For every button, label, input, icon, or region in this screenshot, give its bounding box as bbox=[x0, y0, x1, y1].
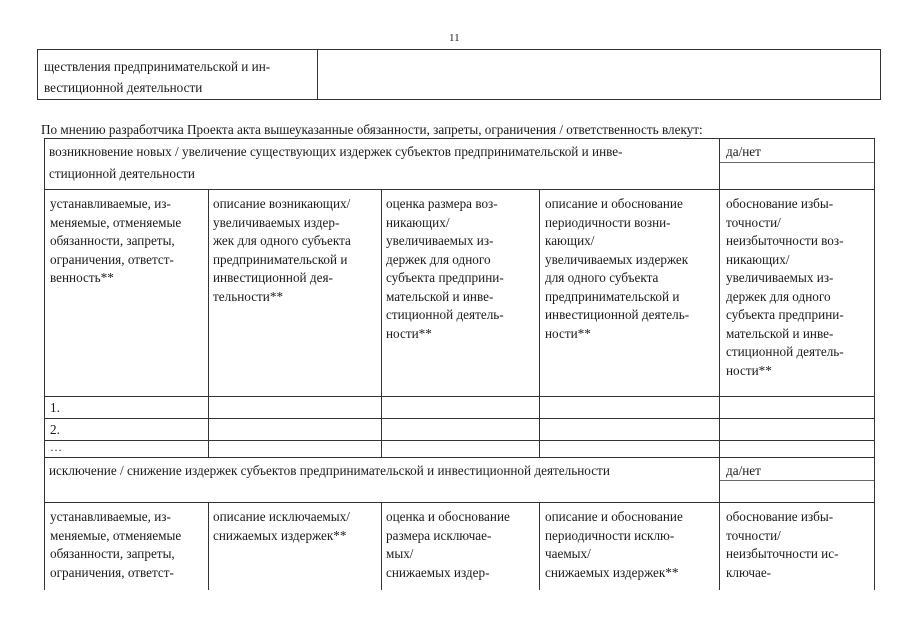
rule bbox=[381, 502, 382, 590]
cell-line: устанавливаемые, из- bbox=[50, 509, 171, 524]
cell-line: ности** bbox=[386, 325, 432, 341]
cell-line: субъекта предприни- bbox=[386, 270, 504, 285]
section1-header-line: стиционной деятельности bbox=[49, 166, 195, 181]
cell-line: никающих/ bbox=[726, 251, 790, 267]
section1-header-line: возникновение новых / увеличение существующих издержек субъектов предпринимательской и инве- bbox=[49, 144, 623, 159]
cell-line: снижаемых издержек** bbox=[545, 564, 679, 580]
cell-line: мательской и инве- bbox=[386, 288, 494, 304]
rule bbox=[37, 99, 881, 100]
rule bbox=[719, 457, 720, 590]
section1-col-header bbox=[386, 195, 504, 343]
rule bbox=[208, 189, 209, 457]
cell-line: увеличиваемых издержек bbox=[545, 251, 689, 267]
cell-line: описание возникающих/ bbox=[213, 196, 351, 211]
section2-col-header bbox=[726, 508, 838, 582]
cell-line: стиционной деятель- bbox=[726, 344, 844, 359]
rule bbox=[539, 502, 540, 590]
rule bbox=[208, 502, 209, 590]
cell-line: стиционной деятель- bbox=[386, 307, 504, 322]
cell-line: обоснование избы- bbox=[726, 509, 834, 524]
section1-col-header bbox=[50, 195, 181, 288]
section2-col-header bbox=[545, 508, 683, 582]
cell-line: увеличиваемых из- bbox=[386, 233, 494, 248]
cell-line: предпринимательской и bbox=[213, 251, 348, 267]
row-ellipsis: … bbox=[50, 440, 62, 454]
rule bbox=[317, 49, 318, 100]
rule bbox=[44, 189, 875, 190]
cell-line: меняемые, отменяемые bbox=[50, 214, 182, 230]
section2-col-header bbox=[213, 508, 350, 545]
rule bbox=[880, 49, 881, 100]
cell-line: мательской и инве- bbox=[726, 325, 834, 341]
cell-line: оценка и обоснование bbox=[386, 509, 510, 524]
section2-col-header bbox=[50, 508, 181, 582]
cell-line: увеличиваемых издер- bbox=[213, 214, 340, 230]
rule bbox=[44, 396, 875, 397]
rule bbox=[719, 138, 720, 457]
rule bbox=[539, 189, 540, 457]
section1-col-header bbox=[726, 195, 844, 380]
cell-line: описание исключаемых/ bbox=[213, 509, 350, 524]
rule bbox=[37, 49, 38, 100]
rule bbox=[44, 440, 875, 441]
cell-line: точности/ bbox=[726, 214, 781, 230]
top-table-line: вестиционной деятельности bbox=[44, 80, 203, 95]
section2-header: исключение / снижение издержек субъектов предпринимательской и инвестиционной деятельности bbox=[49, 463, 610, 478]
cell-line: размера исключае- bbox=[386, 527, 492, 543]
cell-line: обоснование избы- bbox=[726, 196, 834, 211]
cell-line: держек для одного bbox=[386, 251, 491, 267]
cell-line: неизбыточности воз- bbox=[726, 233, 844, 248]
rule bbox=[44, 138, 875, 139]
cell-line: субъекта предприни- bbox=[726, 307, 844, 322]
rule bbox=[719, 162, 875, 163]
rule bbox=[381, 189, 382, 457]
cell-line: предпринимательской и bbox=[545, 288, 680, 304]
cell-line: оценка размера воз- bbox=[386, 196, 498, 211]
cell-line: описание и обоснование bbox=[545, 509, 683, 524]
section1-col-header bbox=[213, 195, 351, 306]
rule bbox=[44, 418, 875, 419]
cell-line: держек для одного bbox=[726, 288, 831, 304]
rule bbox=[44, 502, 875, 503]
cell-line: точности/ bbox=[726, 527, 781, 543]
cell-line: венность** bbox=[50, 270, 114, 285]
section2-col-header bbox=[386, 508, 510, 582]
cell-line: обязанности, запреты, bbox=[50, 546, 175, 561]
cell-line: для одного субъекта bbox=[545, 270, 659, 285]
cell-line: ограничения, ответст- bbox=[50, 564, 174, 580]
rule bbox=[719, 480, 875, 481]
rule bbox=[44, 138, 45, 590]
intro-text: По мнению разработчика Проекта акта вышеуказанные обязанности, запреты, ограничения / ответственность влекут: bbox=[41, 122, 703, 137]
row-number: 1. bbox=[50, 400, 60, 415]
section1-yes-no: да/нет bbox=[726, 144, 761, 159]
cell-line: обязанности, запреты, bbox=[50, 233, 175, 248]
cell-line: увеличиваемых из- bbox=[726, 270, 834, 285]
cell-line: снижаемых издержек** bbox=[213, 527, 347, 543]
cell-line: описание и обоснование bbox=[545, 196, 683, 211]
cell-line: кающих/ bbox=[545, 233, 595, 248]
section2-yes-no: да/нет bbox=[726, 463, 761, 478]
cell-line: ограничения, ответст- bbox=[50, 251, 174, 267]
rule bbox=[874, 138, 875, 590]
cell-line: инвестиционной дея- bbox=[213, 270, 333, 285]
cell-line: мых/ bbox=[386, 546, 414, 561]
section1-col-header bbox=[545, 195, 689, 343]
rule bbox=[44, 457, 875, 458]
rule bbox=[37, 49, 881, 50]
cell-line: никающих/ bbox=[386, 214, 450, 230]
cell-line: периодичности возни- bbox=[545, 214, 671, 230]
page-number: 11 bbox=[449, 32, 460, 44]
cell-line: периодичности исклю- bbox=[545, 527, 675, 543]
cell-line: меняемые, отменяемые bbox=[50, 527, 182, 543]
cell-line: чаемых/ bbox=[545, 546, 591, 561]
row-number: 2. bbox=[50, 422, 60, 437]
cell-line: инвестиционной деятель- bbox=[545, 307, 690, 322]
cell-line: ности** bbox=[545, 325, 591, 341]
cell-line: ключае- bbox=[726, 564, 772, 580]
cell-line: ности** bbox=[726, 362, 772, 378]
cell-line: тельности** bbox=[213, 288, 284, 304]
top-table-line: ществления предпринимательской и ин- bbox=[44, 59, 271, 74]
cell-line: жек для одного субъекта bbox=[213, 233, 351, 248]
cell-line: снижаемых издер- bbox=[386, 564, 490, 580]
cell-line: устанавливаемые, из- bbox=[50, 196, 171, 211]
cell-line: неизбыточности ис- bbox=[726, 546, 839, 561]
